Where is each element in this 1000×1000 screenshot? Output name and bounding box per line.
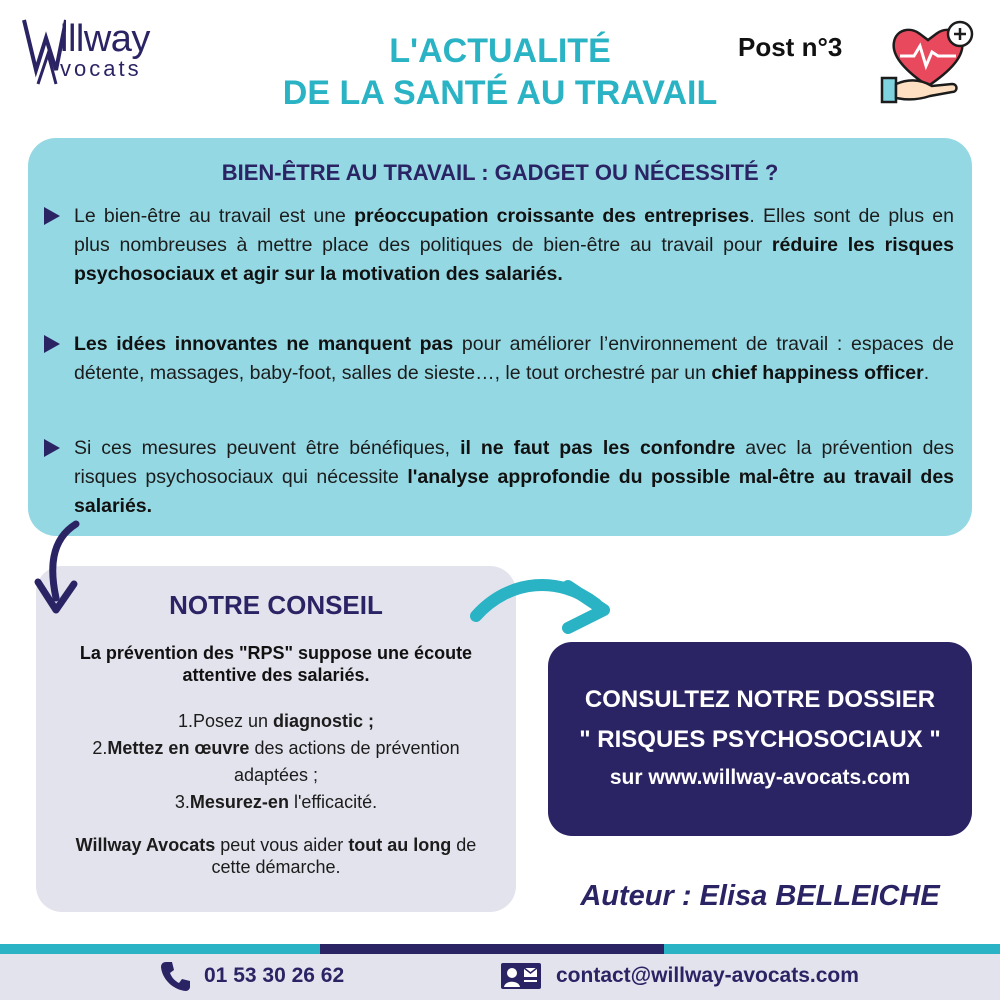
- post-number: Post n°3: [738, 32, 843, 62]
- heart-care-icon: [878, 18, 978, 110]
- triangle-bullet-icon: [44, 207, 60, 225]
- bullet-text: Les idées innovantes ne manquent pas pour améliorer l’environnement de travail : espaces de détente, massages, baby-foot, salles de sieste…, le tout orchestré par un chief happiness officer.: [74, 333, 954, 384]
- bullet-item: [44, 434, 954, 521]
- bullet-item: [44, 330, 954, 388]
- phone-number[interactable]: 01 53 30 26 62: [204, 964, 345, 987]
- author-credit: Auteur : Elisa BELLEICHE: [580, 880, 940, 912]
- title-line-1: L'ACTUALITÉ: [389, 32, 611, 70]
- main-content-box: [28, 138, 972, 536]
- footer-stripe-teal: [0, 944, 320, 954]
- advice-box: [36, 566, 516, 912]
- advice-lead: La prévention des "RPS" suppose une écoute attentive des salariés.: [79, 643, 473, 685]
- bullet-text: Le bien-être au travail est une préoccupation croissante des entreprises. Elles sont de plus en plus nombreuses à mettre place des politiques de bien-être au travail pour réduire les risques psychosociaux et agir sur la motivation des salariés.: [74, 205, 954, 285]
- dossier-website-link[interactable]: sur www.willway-avocats.com: [609, 766, 911, 789]
- logo-sub: vocats: [60, 56, 142, 81]
- advice-title: NOTRE CONSEIL: [169, 590, 383, 620]
- arrow-down-icon: [20, 520, 90, 620]
- advice-footer: Willway Avocats peut vous aider tout au long de cette démarche.: [75, 835, 477, 877]
- footer-stripe-teal: [664, 944, 1000, 954]
- footer-stripe-navy: [320, 944, 664, 954]
- triangle-bullet-icon: [44, 335, 60, 353]
- email-address[interactable]: contact@willway-avocats.com: [556, 964, 859, 987]
- bullet-item: [44, 202, 954, 289]
- advice-step-3: 3.Mesurez-en l'efficacité.: [174, 792, 378, 812]
- dossier-line-1: CONSULTEZ NOTRE DOSSIER: [584, 686, 936, 713]
- phone-icon: [160, 960, 192, 992]
- contact-card-icon: [500, 962, 542, 990]
- dossier-link-box[interactable]: [548, 642, 972, 836]
- dossier-line-2: " RISQUES PSYCHOSOCIAUX ": [579, 726, 941, 753]
- page-title: [180, 30, 820, 114]
- title-line-2: DE LA SANTÉ AU TRAVAIL: [282, 74, 718, 112]
- advice-step-2: 2.Mettez en œuvre des actions de prévention adaptées ;: [92, 738, 460, 785]
- advice-step-1: 1.Posez un diagnostic ;: [177, 711, 375, 731]
- bullet-text: Si ces mesures peuvent être bénéfiques, il ne faut pas les confondre avec la prévention des risques psychosociaux qui nécessite l'analyse approfondie du possible mal-être au travail des salariés.: [74, 437, 955, 517]
- advice-steps: [56, 708, 496, 816]
- main-heading: BIEN-ÊTRE AU TRAVAIL : GADGET OU NÉCESSITÉ ?: [221, 160, 779, 185]
- arrow-right-icon: [470, 570, 620, 640]
- triangle-bullet-icon: [44, 439, 60, 457]
- logo-name: illway: [60, 18, 150, 60]
